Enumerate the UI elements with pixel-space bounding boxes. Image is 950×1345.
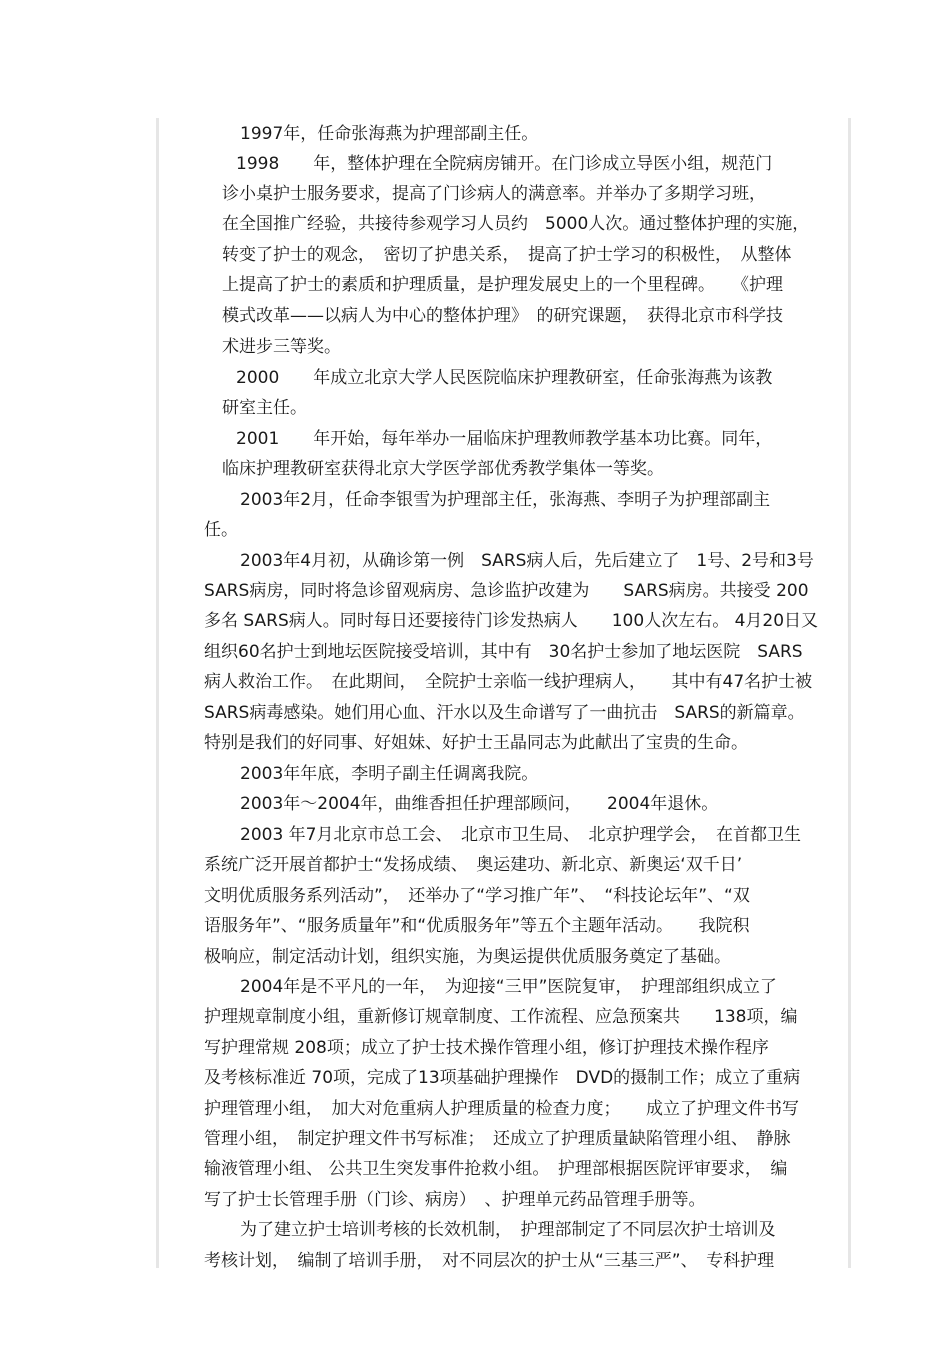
text-line: 文明优质服务系列活动”， 还举办了“学习推广年”、 “科技论坛年”、“双	[204, 886, 750, 906]
text-line: 写了护士长管理手册（门诊、病房） 、护理单元药品管理手册等。	[204, 1190, 706, 1210]
text-line: 1997年，任命张海燕为护理部副主任。	[240, 124, 539, 144]
text-line: 临床护理教研室获得北京大学医学部优秀教学集体一等奖。	[222, 459, 664, 479]
text-line: 在全国推广经验，共接待参观学习人员约 5000人次。通过整体护理的实施，	[222, 214, 810, 234]
text-line: 2003年年底，李明子副主任调离我院。	[240, 764, 539, 784]
text-line: 研室主任。	[222, 398, 307, 418]
text-line: 特别是我们的好同事、好姐妹、好护士王晶同志为此献出了宝贵的生命。	[204, 733, 748, 753]
text-line: 2003年～2004年，曲维香担任护理部顾问， 2004年退休。	[240, 794, 719, 814]
text-line: 2004年是不平凡的一年， 为迎接“三甲”医院复审， 护理部组织成立了	[240, 977, 777, 997]
text-line: 多名 SARS病人。同时每日还要接待门诊发热病人 100人次左右。 4月20日又	[204, 611, 819, 631]
text-line: 2001 年开始，每年举办一届临床护理教师教学基本功比赛。同年，	[236, 429, 773, 449]
text-line: 组织60名护士到地坛医院接受培训，其中有 30名护士参加了地坛医院 SARS	[204, 642, 803, 662]
text-line: 2003年2月，任命李银雪为护理部主任，张海燕、李明子为护理部副主	[240, 490, 771, 510]
text-line: 诊小桌护士服务要求，提高了门诊病人的满意率。并举办了多期学习班，	[222, 184, 766, 204]
text-line: 病人救治工作。 在此期间， 全院护士亲临一线护理病人， 其中有47名护士被	[204, 672, 813, 692]
text-line: 考核计划， 编制了培训手册， 对不同层次的护士从“三基三严”、 专科护理	[204, 1251, 775, 1271]
text-line: 系统广泛开展首都护士“发扬成绩、 奥运建功、新北京、新奥运‘双千日’	[204, 855, 743, 875]
text-line: 输液管理小组、 公共卫生突发事件抢救小组。 护理部根据医院评审要求， 编	[204, 1159, 788, 1179]
text-line: 护理规章制度小组，重新修订规章制度、工作流程、应急预案共 138项，编	[204, 1007, 798, 1027]
text-line: 管理小组， 制定护理文件书写标准； 还成立了护理质量缺陷管理小组、 静脉	[204, 1129, 791, 1149]
text-line: 2000 年成立北京大学人民医院临床护理教研室，任命张海燕为该教	[236, 368, 773, 388]
text-line: 任。	[204, 520, 238, 540]
text-line: SARS病房，同时将急诊留观病房、急诊监护改建为 SARS病房。共接受 200	[204, 581, 809, 601]
text-line: 为了建立护士培训考核的长效机制， 护理部制定了不同层次护士培训及	[240, 1220, 776, 1240]
page-right-edge	[848, 118, 851, 1268]
text-line: 及考核标准近 70项，完成了13项基础护理操作 DVD的摄制工作；成立了重病	[204, 1068, 801, 1088]
text-line: 上提高了护士的素质和护理质量，是护理发展史上的一个里程碑。 《护理	[222, 275, 783, 295]
text-line: 极响应，制定活动计划，组织实施，为奥运提供优质服务奠定了基础。	[204, 947, 731, 967]
text-line: 转变了护士的观念， 密切了护患关系， 提高了护士学习的积极性， 从整体	[222, 245, 792, 265]
text-line: 写护理常规 208项；成立了护士技术操作管理小组，修订护理技术操作程序	[204, 1038, 769, 1058]
text-line: 语服务年”、“服务质量年”和“优质服务年”等五个主题年活动。 我院积	[204, 916, 750, 936]
text-line: SARS病毒感染。她们用心血、汗水以及生命谱写了一曲抗击 SARS的新篇章。	[204, 703, 805, 723]
text-line: 模式改革——以病人为中心的整体护理》 的研究课题， 获得北京市科学技	[222, 306, 783, 326]
text-line: 2003 年7月北京市总工会、 北京市卫生局、 北京护理学会， 在首都卫生	[240, 825, 801, 845]
text-line: 术进步三等奖。	[222, 337, 341, 357]
text-line: 2003年4月初，从确诊第一例 SARS病人后，先后建立了 1号、2号和3号	[240, 551, 814, 571]
page-left-edge	[156, 118, 159, 1268]
text-line: 1998 年，整体护理在全院病房铺开。在门诊成立导医小组，规范门	[236, 154, 773, 174]
text-line: 护理管理小组， 加大对危重病人护理质量的检查力度； 成立了护理文件书写	[204, 1099, 799, 1119]
